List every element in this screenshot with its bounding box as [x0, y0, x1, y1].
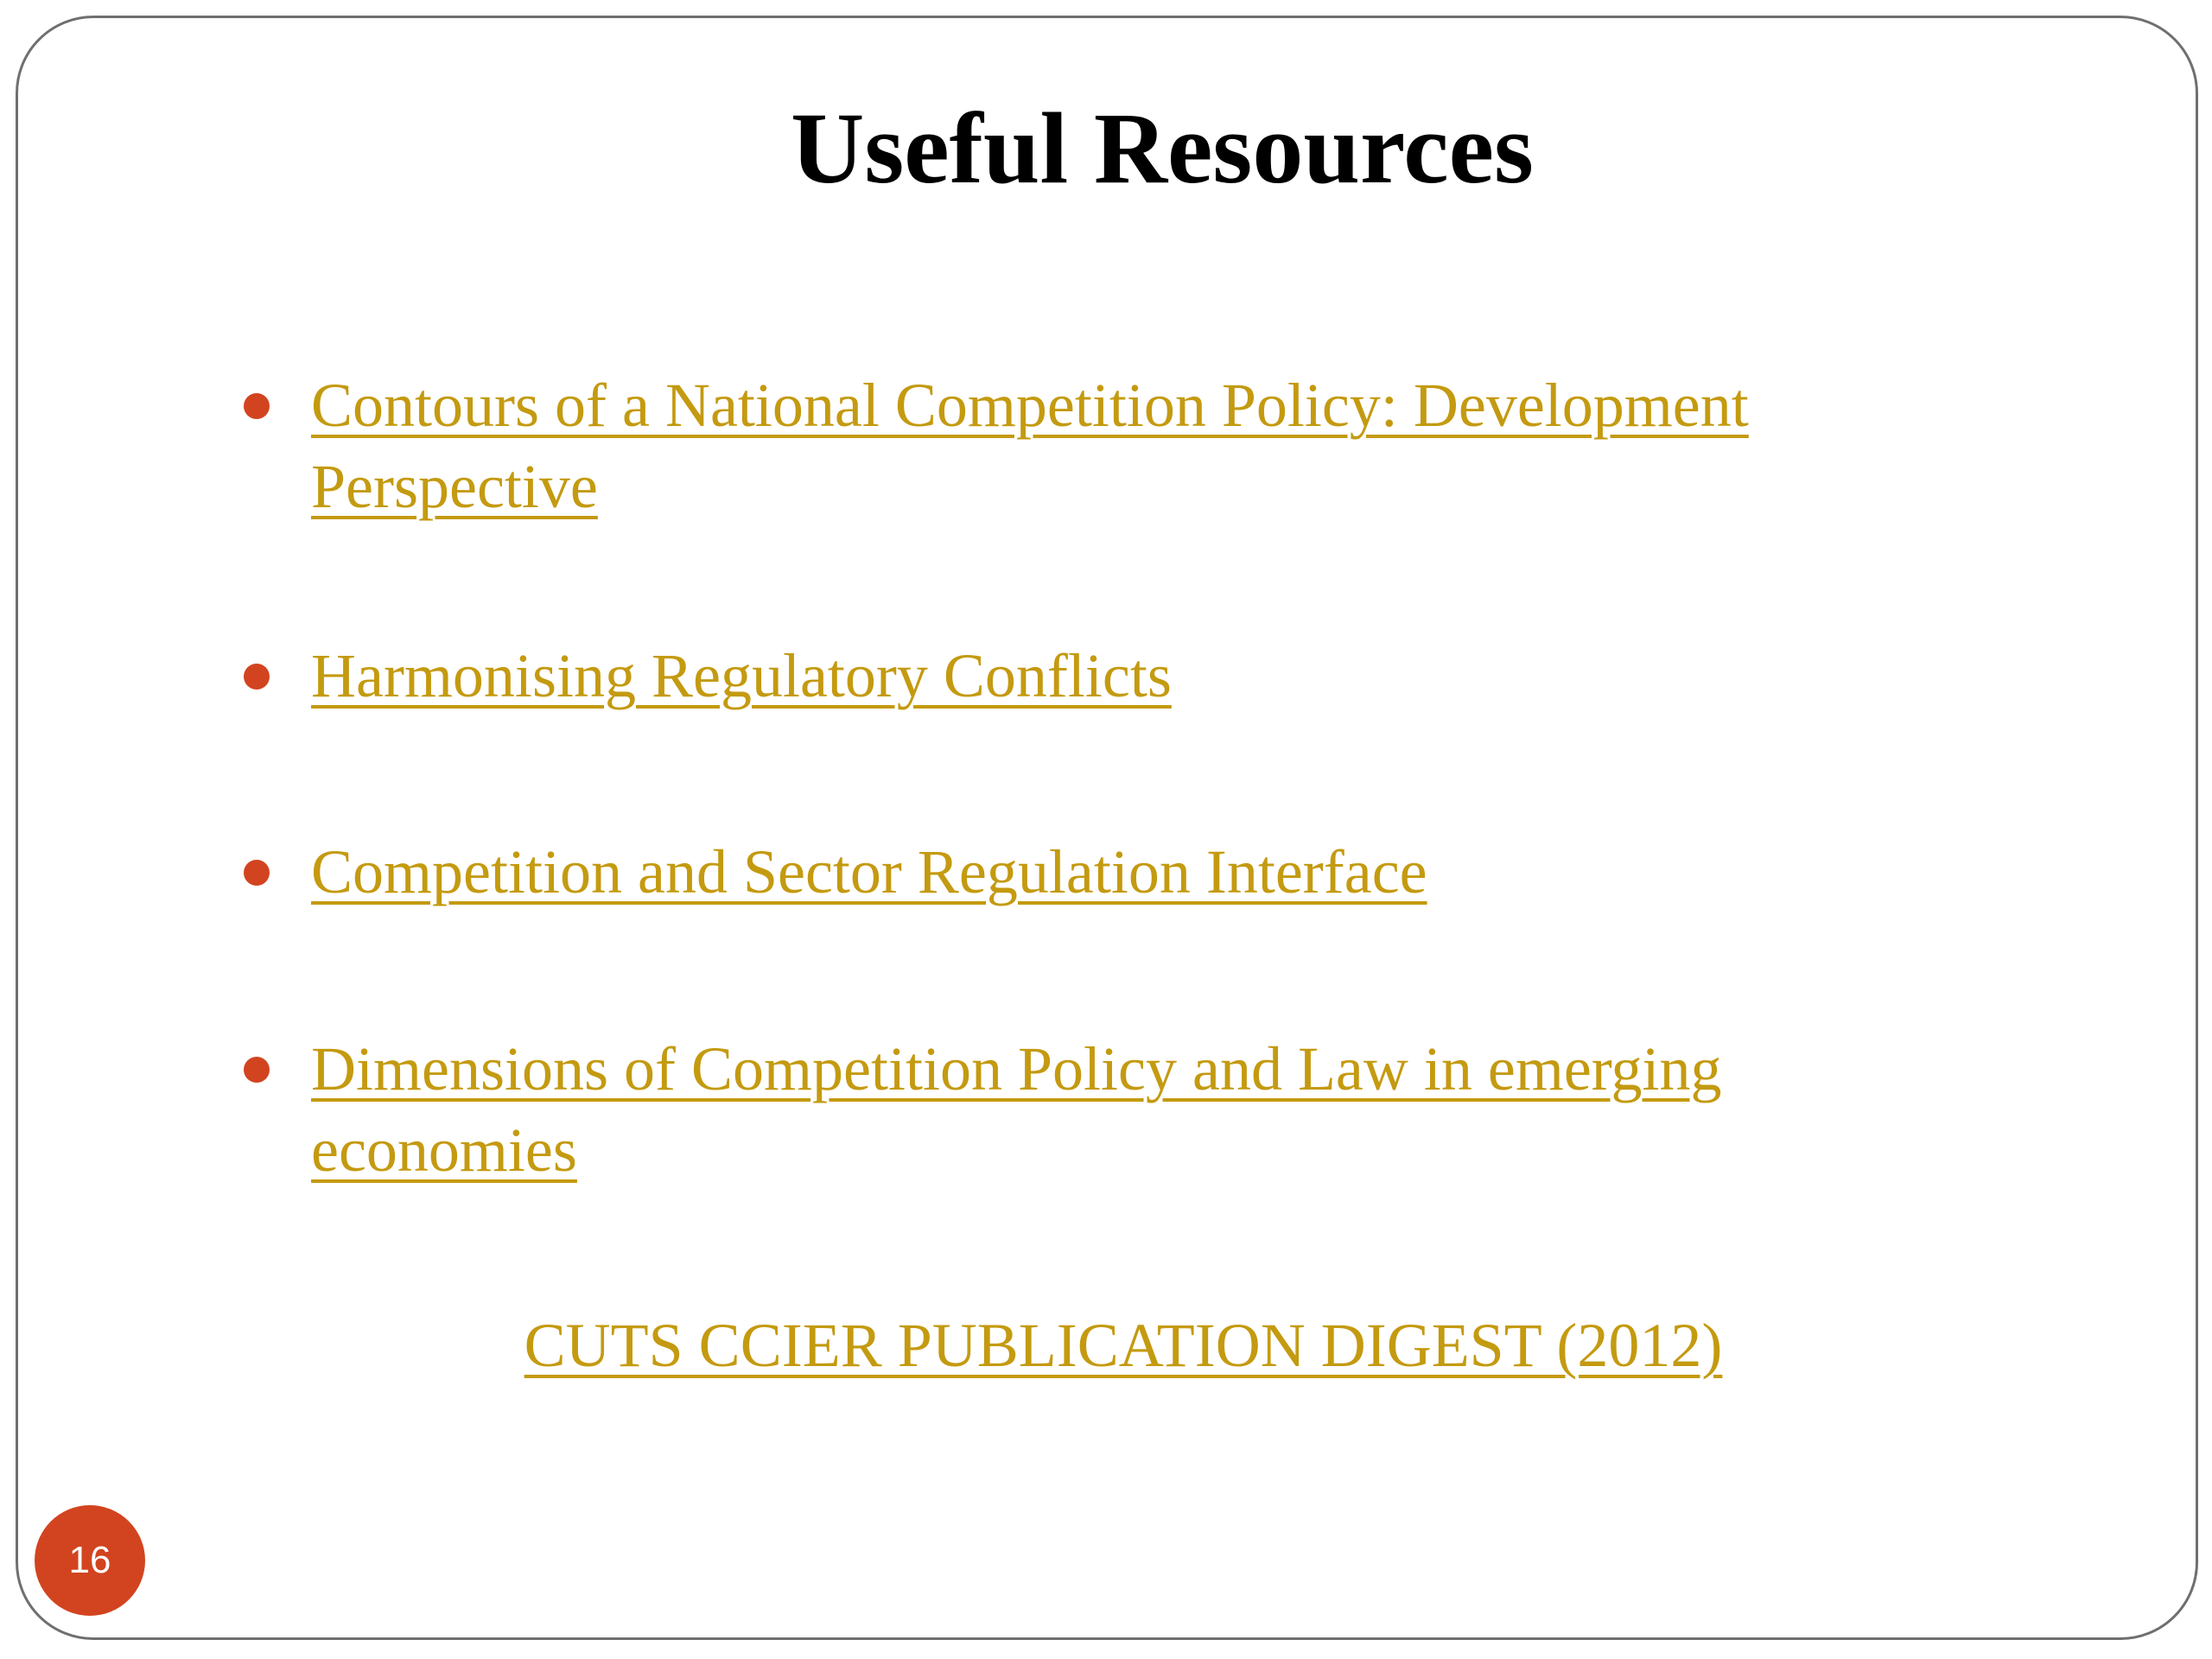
link-text-line: Contours of a National Competition Policy: Development	[311, 371, 1749, 440]
link-text-line: Dimensions of Competition Policy and Law in emerging	[311, 1034, 1722, 1103]
bullet-dot-icon	[244, 664, 270, 690]
bullet-dot-icon	[244, 393, 270, 419]
resource-link-harmonising[interactable]	[311, 635, 1953, 716]
link-text-line: Perspective	[311, 452, 598, 521]
page-number-badge: 16	[35, 1505, 145, 1616]
bullet-dot-icon	[244, 1057, 270, 1083]
resource-link-contours[interactable]	[311, 365, 1953, 527]
resource-link-competition-sector[interactable]	[311, 831, 1953, 912]
link-text-line: Competition and Sector Regulation Interface	[311, 837, 1427, 906]
link-text-line: Harmonising Regulatory Conflicts	[311, 641, 1172, 710]
link-text-line: economies	[311, 1116, 577, 1185]
bullet-dot-icon	[244, 860, 270, 886]
resource-link-dimensions[interactable]	[311, 1028, 1953, 1191]
publication-digest-link[interactable]: CUTS CCIER PUBLICATION DIGEST (2012)	[524, 1311, 1723, 1380]
slide-title: Useful Resources	[791, 92, 1534, 205]
